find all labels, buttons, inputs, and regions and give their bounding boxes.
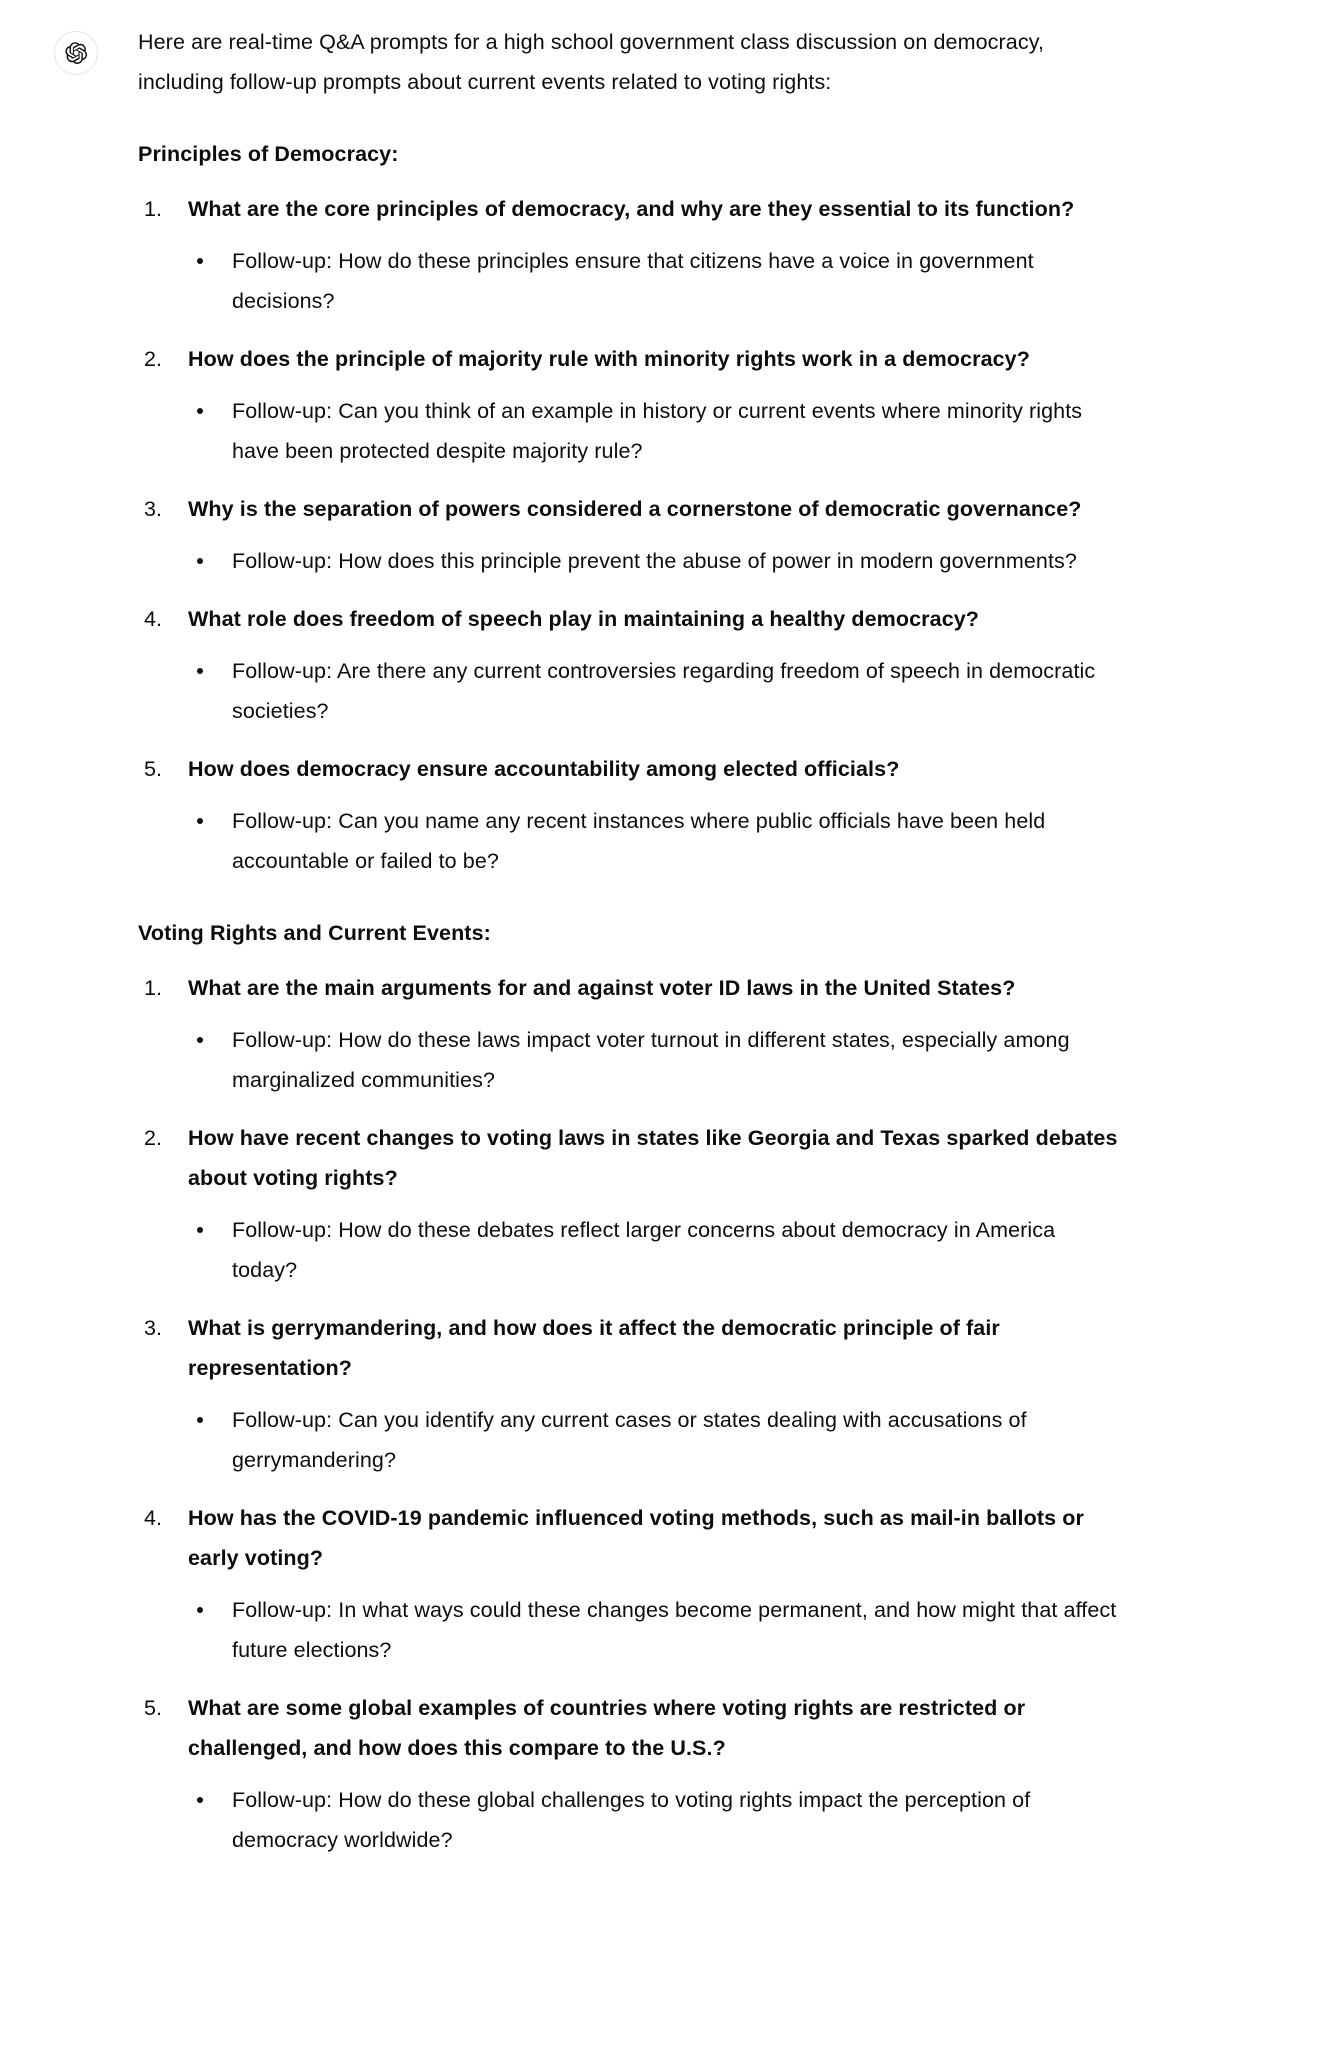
followup-text: Follow-up: Are there any current controversies regarding freedom of speech in democratic societies?: [232, 659, 1096, 723]
question-item: [138, 339, 1123, 471]
question-item: [138, 1308, 1123, 1480]
section-principles-of-democracy: [138, 138, 1123, 881]
intro-paragraph: Here are real-time Q&A prompts for a high school government class discussion on democracy, including follow-up prompts about current events related to voting rights:: [138, 30, 1045, 94]
question-text: How does democracy ensure accountability among elected officials?: [188, 757, 900, 781]
question-item: [138, 1498, 1123, 1670]
question-item: [138, 1688, 1123, 1860]
followup-text: Follow-up: How do these global challenges to voting rights impact the perception of democracy worldwide?: [232, 1788, 1031, 1852]
question-text: How does the principle of majority rule with minority rights work in a democracy?: [188, 347, 1030, 371]
assistant-message: [0, 22, 1325, 1890]
followup-list: [188, 651, 1123, 731]
followup-list: [188, 241, 1123, 321]
question-item: [138, 749, 1123, 881]
question-text: What are the core principles of democracy, and why are they essential to its function?: [188, 197, 1075, 221]
question-list: [138, 968, 1123, 1860]
followup-item: [188, 1400, 1123, 1480]
question-item: [138, 489, 1123, 581]
openai-logo-icon: [64, 41, 88, 65]
question-text: Why is the separation of powers considered a cornerstone of democratic governance?: [188, 497, 1082, 521]
followup-item: [188, 801, 1123, 881]
followup-text: Follow-up: Can you name any recent instances where public officials have been held accountable or failed to be?: [232, 809, 1046, 873]
followup-list: [188, 1780, 1123, 1860]
question-text: What are some global examples of countries where voting rights are restricted or challenged, and how does this compare to the U.S.?: [188, 1696, 1026, 1760]
followup-list: [188, 801, 1123, 881]
followup-text: Follow-up: Can you identify any current cases or states dealing with accusations of gerrymandering?: [232, 1408, 1027, 1472]
question-text: How have recent changes to voting laws in states like Georgia and Texas sparked debates about voting rights?: [188, 1126, 1118, 1190]
followup-list: [188, 1210, 1123, 1290]
question-text: How has the COVID-19 pandemic influenced voting methods, such as mail-in ballots or early voting?: [188, 1506, 1084, 1570]
followup-item: [188, 1780, 1123, 1860]
followup-list: [188, 1020, 1123, 1100]
followup-item: [188, 241, 1123, 321]
followup-list: [188, 541, 1123, 581]
question-list: [138, 189, 1123, 881]
assistant-avatar: [54, 31, 98, 75]
followup-list: [188, 1590, 1123, 1670]
followup-item: [188, 1020, 1123, 1100]
section-heading: Principles of Democracy:: [138, 142, 399, 166]
followup-text: Follow-up: How do these debates reflect larger concerns about democracy in America today?: [232, 1218, 1056, 1282]
section-voting-rights-and-current-events: [138, 917, 1123, 1860]
followup-item: [188, 541, 1123, 581]
followup-text: Follow-up: In what ways could these changes become permanent, and how might that affect future elections?: [232, 1598, 1117, 1662]
question-text: What are the main arguments for and against voter ID laws in the United States?: [188, 976, 1016, 1000]
followup-item: [188, 1210, 1123, 1290]
followup-text: Follow-up: How does this principle prevent the abuse of power in modern governments?: [232, 549, 1077, 573]
question-text: What role does freedom of speech play in maintaining a healthy democracy?: [188, 607, 980, 631]
followup-text: Follow-up: How do these laws impact voter turnout in different states, especially among marginalized communities?: [232, 1028, 1070, 1092]
question-item: [138, 189, 1123, 321]
question-item: [138, 599, 1123, 731]
followup-item: [188, 1590, 1123, 1670]
section-heading: Voting Rights and Current Events:: [138, 921, 491, 945]
question-item: [138, 968, 1123, 1100]
question-text: What is gerrymandering, and how does it affect the democratic principle of fair representation?: [188, 1316, 1000, 1380]
followup-text: Follow-up: Can you think of an example in history or current events where minority rights have been protected despite majority rule?: [232, 399, 1083, 463]
followup-list: [188, 1400, 1123, 1480]
followup-text: Follow-up: How do these principles ensure that citizens have a voice in government decisions?: [232, 249, 1034, 313]
message-content: [98, 22, 1133, 1890]
content-bottom-spacer: [138, 1860, 1123, 1890]
followup-item: [188, 651, 1123, 731]
followup-list: [188, 391, 1123, 471]
followup-item: [188, 391, 1123, 471]
question-item: [138, 1118, 1123, 1290]
